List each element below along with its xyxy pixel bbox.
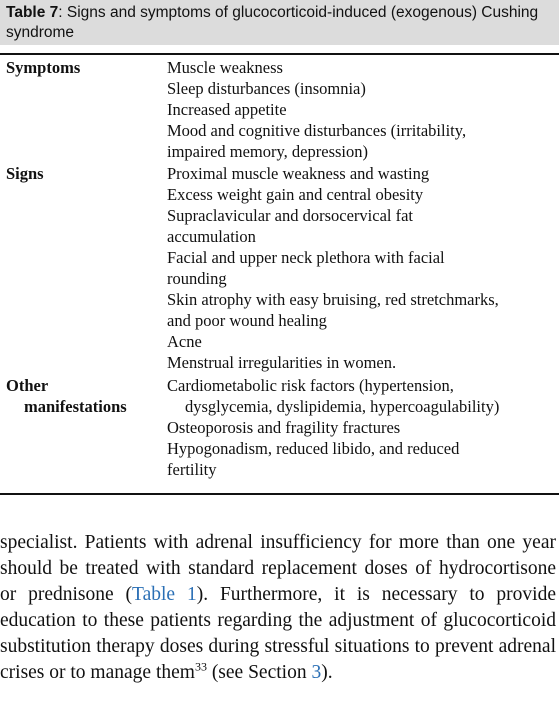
list-item [167, 120, 559, 162]
paragraph-text: specialist. Patients with adrenal insufficiency for more than one year should be treated with standard replacement doses of hydrocortisone or prednisone ( [0, 532, 556, 605]
item-text: Menstrual irregularities in women. [167, 353, 397, 372]
list-item [167, 184, 559, 205]
list-item [167, 289, 559, 331]
row-header-line: Symptoms [6, 58, 81, 77]
body-paragraph [0, 530, 556, 686]
row-header-symptoms [6, 57, 80, 78]
table-1-link[interactable]: Table 1 [132, 584, 197, 605]
list-item [167, 417, 559, 438]
row-header-line: Signs [6, 164, 44, 183]
section-3-link[interactable]: 3 [311, 662, 322, 683]
item-text: Osteoporosis and fragility fractures [167, 418, 401, 437]
row-header-signs [6, 163, 44, 184]
item-text: Acne [167, 332, 202, 351]
row-header-line: manifestations [24, 397, 127, 416]
row-header-other-manifestations [6, 375, 127, 417]
item-text-continuation: fertility [167, 460, 217, 479]
reference-citation[interactable]: 33 [194, 659, 207, 674]
list-item [167, 331, 559, 352]
table-caption-label: Table 7 [6, 4, 59, 21]
row-items-other-manifestations [167, 375, 559, 480]
row-items-symptoms [167, 57, 559, 162]
list-item [167, 57, 559, 78]
table-caption-text: : Signs and symptoms of glucocorticoid-induced (exogenous) Cushing syndrome [6, 4, 539, 41]
item-text: Hypogonadism, reduced libido, and reduced [167, 439, 460, 458]
list-item [167, 247, 559, 289]
list-item [167, 352, 559, 373]
row-header-line: Other [6, 376, 49, 395]
item-text: Excess weight gain and central obesity [167, 185, 424, 204]
row-items-signs [167, 163, 559, 373]
list-item [167, 375, 559, 417]
paragraph-text: ). [321, 662, 333, 683]
item-text: Increased appetite [167, 100, 287, 119]
item-text: Muscle weakness [167, 58, 283, 77]
table-top-rule [0, 53, 559, 55]
list-item [167, 99, 559, 120]
item-text-continuation: rounding [167, 269, 227, 288]
item-text: Cardiometabolic risk factors (hypertension, [167, 376, 454, 395]
item-text-continuation: and poor wound healing [167, 311, 327, 330]
table-caption [0, 0, 559, 45]
item-text: Proximal muscle weakness and wasting [167, 164, 430, 183]
list-item [167, 78, 559, 99]
list-item [167, 163, 559, 184]
list-item [167, 205, 559, 247]
item-text-continuation: accumulation [167, 227, 256, 246]
paragraph-text: ). Furthermore, it is necessary to provide education to these patients regarding the adjustment of glucocorticoid substitution therapy doses during stressful situations to prevent adrenal crises or to manage them [0, 584, 556, 683]
item-text-continuation: dysglycemia, dyslipidemia, hypercoagulability) [185, 397, 500, 416]
list-item [167, 438, 559, 480]
item-text: Skin atrophy with easy bruising, red stretchmarks, [167, 290, 499, 309]
item-text: Facial and upper neck plethora with facial [167, 248, 445, 267]
item-text: Sleep disturbances (insomnia) [167, 79, 366, 98]
paragraph-text: (see Section [206, 662, 312, 683]
item-text: Mood and cognitive disturbances (irritability, [167, 121, 467, 140]
table-bottom-rule [0, 493, 559, 495]
item-text-continuation: impaired memory, depression) [167, 142, 368, 161]
item-text: Supraclavicular and dorsocervical fat [167, 206, 414, 225]
